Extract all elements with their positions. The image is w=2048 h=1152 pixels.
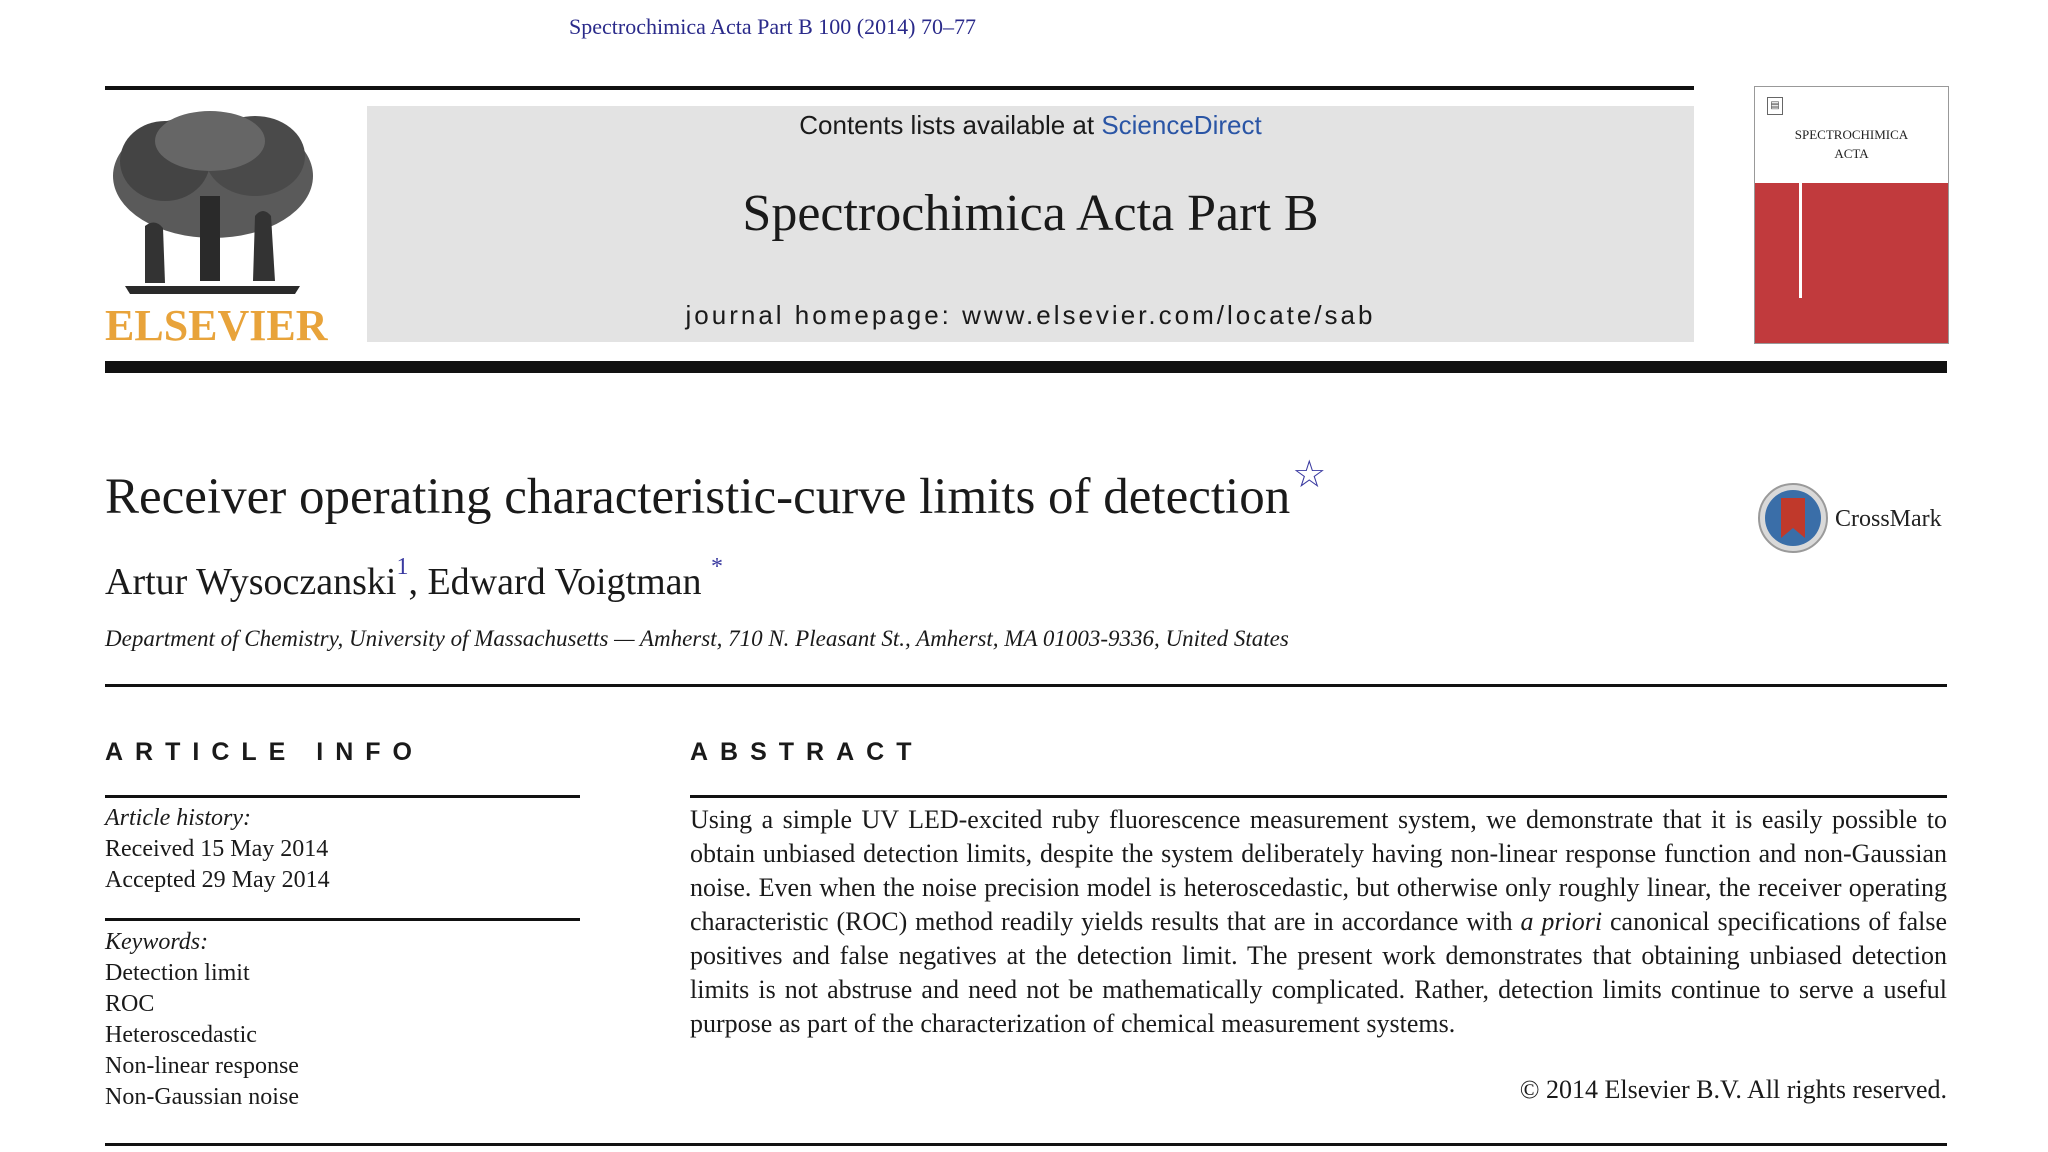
article-history bbox=[105, 803, 330, 896]
corresponding-author-mark[interactable]: * bbox=[711, 554, 724, 581]
cover-stripe bbox=[1799, 183, 1802, 298]
author-list bbox=[105, 554, 724, 604]
cover-title-line1: SPECTROCHIMICA bbox=[1794, 127, 1909, 142]
keywords-list bbox=[105, 927, 299, 1113]
crossmark-icon[interactable] bbox=[1757, 482, 1829, 559]
keyword-item: Heteroscedastic bbox=[105, 1022, 257, 1048]
author-name[interactable]: Edward Voigtman bbox=[427, 561, 702, 603]
abstract-body bbox=[690, 803, 1947, 1041]
section-rule bbox=[105, 684, 1947, 687]
journal-cover-image[interactable] bbox=[1754, 86, 1949, 344]
article-info-heading: ARTICLE INFO bbox=[105, 738, 424, 766]
author-name[interactable]: Artur Wysoczanski bbox=[105, 561, 397, 603]
author-affiliation: Department of Chemistry, University of Massachusetts — Amherst, 710 N. Pleasant St., Amherst, MA 01003-9336, United States bbox=[105, 626, 1289, 651]
article-title-text: Receiver operating characteristic-curve limits of detection bbox=[105, 469, 1291, 525]
journal-homepage-link[interactable]: journal homepage: www.elsevier.com/locate/sab bbox=[685, 300, 1376, 330]
sciencedirect-link[interactable]: ScienceDirect bbox=[1101, 110, 1262, 140]
keyword-item: Detection limit bbox=[105, 960, 250, 986]
abstract-rule bbox=[690, 795, 1947, 798]
keyword-item: Non-linear response bbox=[105, 1053, 299, 1079]
contents-prefix: Contents lists available at bbox=[799, 110, 1102, 140]
contents-line bbox=[367, 110, 1694, 141]
journal-name: Spectrochimica Acta Part B bbox=[742, 185, 1319, 242]
history-entry: Received 15 May 2014 bbox=[105, 836, 329, 862]
keyword-item: Non-Gaussian noise bbox=[105, 1084, 299, 1110]
title-footnote-star-icon[interactable]: ☆ bbox=[1292, 454, 1327, 496]
history-entry: Accepted 29 May 2014 bbox=[105, 867, 330, 893]
bottom-rule bbox=[105, 1143, 1947, 1146]
cover-title-line2: ACTA bbox=[1834, 146, 1869, 161]
header-thick-rule bbox=[105, 361, 1947, 373]
header-rule bbox=[105, 86, 1694, 90]
journal-banner bbox=[367, 106, 1694, 342]
abstract-text-part: Using a simple UV LED-excited ruby fluorescence measurement system, we demonstrate that it is easily possible to obtain unbiased detection limits, despite the system deliberately having non-linear response function and non-Gaussian noise. Even when the noise precision model is heteroscedastic, but otherwise only roughly linear, the receiver operating characteristic (ROC) method readily yields results that are in accordance with bbox=[690, 805, 1947, 936]
author-footnote-mark[interactable]: 1 bbox=[396, 554, 409, 581]
abstract-heading: ABSTRACT bbox=[690, 738, 924, 766]
article-title bbox=[105, 454, 1327, 526]
author-separator: , bbox=[408, 561, 428, 603]
history-label: Article history: bbox=[105, 805, 251, 831]
elsevier-wordmark: ELSEVIER bbox=[105, 301, 328, 350]
cover-title bbox=[1755, 125, 1948, 163]
cover-header bbox=[1755, 87, 1948, 183]
article-info-rule bbox=[105, 795, 580, 798]
keyword-item: ROC bbox=[105, 991, 155, 1017]
journal-citation[interactable]: Spectrochimica Acta Part B 100 (2014) 70–77 bbox=[569, 14, 976, 39]
abstract-italic-term: a priori bbox=[1520, 907, 1603, 936]
keywords-rule bbox=[105, 918, 580, 921]
cover-publisher-icon: ▤ bbox=[1767, 97, 1783, 115]
crossmark-label[interactable]: CrossMark bbox=[1835, 506, 1942, 532]
abstract-text-part: canonical specifications of false positives and false negatives at the detection limit. The present work demonstrates that obtaining unbiased detection limits is not abstruse and need not be mathematically complicated. Rather, detection limits continue to serve a useful purpose as part of the characterization of chemical measurement systems. bbox=[690, 907, 1948, 1038]
keywords-label: Keywords: bbox=[105, 929, 209, 955]
copyright-notice: © 2014 Elsevier B.V. All rights reserved. bbox=[1519, 1075, 1947, 1104]
